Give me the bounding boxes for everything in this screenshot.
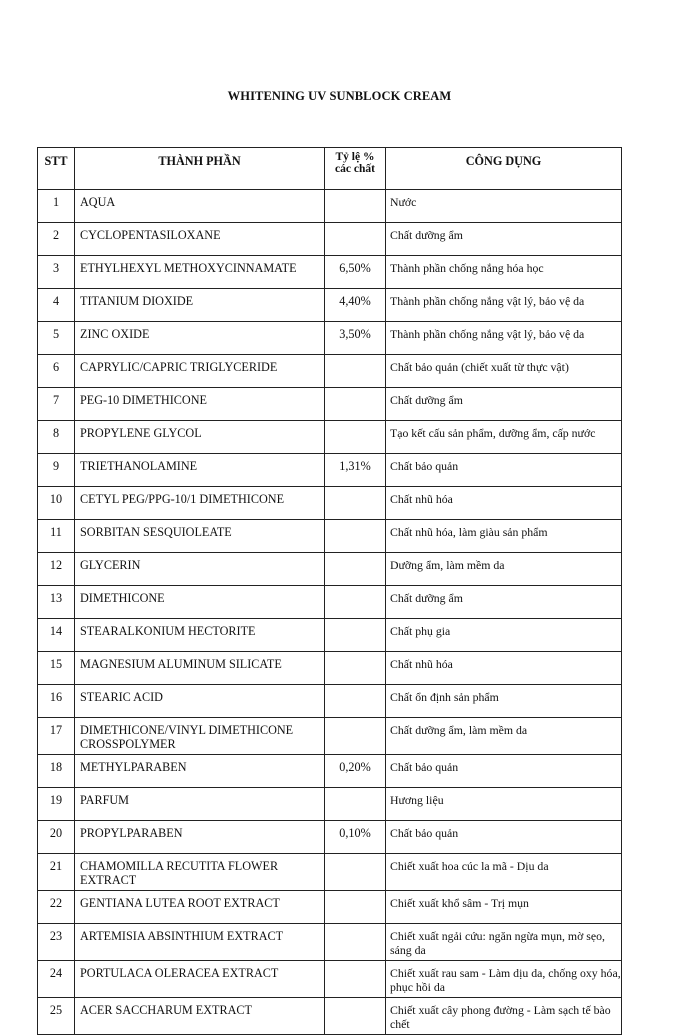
ingredient-ratio (325, 388, 386, 421)
table-row (38, 755, 622, 788)
table-row (38, 788, 622, 821)
ingredient-name: ARTEMISIA ABSINTHIUM EXTRACT (75, 924, 325, 961)
table-row (38, 619, 622, 652)
ingredient-name: TRIETHANOLAMINE (75, 454, 325, 487)
row-number: 4 (38, 289, 75, 322)
table-row (38, 718, 622, 755)
row-number: 16 (38, 685, 75, 718)
ingredient-ratio: 0,10% (325, 821, 386, 854)
table-row (38, 190, 622, 223)
ingredient-name: PEG-10 DIMETHICONE (75, 388, 325, 421)
ingredient-name: GENTIANA LUTEA ROOT EXTRACT (75, 891, 325, 924)
ingredient-name: DIMETHICONE/VINYL DIMETHICONE CROSSPOLYMER (75, 718, 325, 755)
ingredient-ratio: 3,50% (325, 322, 386, 355)
ingredient-ratio (325, 223, 386, 256)
table-row (38, 854, 622, 891)
table-row (38, 223, 622, 256)
row-number: 12 (38, 553, 75, 586)
ingredient-ratio (325, 190, 386, 223)
ingredient-name: STEARIC ACID (75, 685, 325, 718)
ingredient-use: Chất bảo quản (386, 821, 622, 854)
row-number: 5 (38, 322, 75, 355)
ingredient-name: DIMETHICONE (75, 586, 325, 619)
row-number: 9 (38, 454, 75, 487)
ingredient-use: Chiết xuất rau sam - Làm dịu da, chống oxy hóa, phục hồi da (386, 961, 622, 998)
ingredient-name: MAGNESIUM ALUMINUM SILICATE (75, 652, 325, 685)
ingredient-ratio (325, 718, 386, 755)
table-row (38, 924, 622, 961)
row-number: 22 (38, 891, 75, 924)
table-row (38, 520, 622, 553)
ingredient-name: CAPRYLIC/CAPRIC TRIGLYCERIDE (75, 355, 325, 388)
header-use: CÔNG DỤNG (386, 148, 622, 190)
ingredient-name: PARFUM (75, 788, 325, 821)
ingredient-name: STEARALKONIUM HECTORITE (75, 619, 325, 652)
row-number: 10 (38, 487, 75, 520)
table-row (38, 487, 622, 520)
row-number: 15 (38, 652, 75, 685)
ingredient-ratio (325, 619, 386, 652)
table-row (38, 961, 622, 998)
ingredient-use: Thành phần chống nắng vật lý, bảo vệ da (386, 322, 622, 355)
ingredient-ratio (325, 421, 386, 454)
ingredient-name: CETYL PEG/PPG-10/1 DIMETHICONE (75, 487, 325, 520)
header-ratio (325, 148, 386, 190)
ingredient-ratio: 1,31% (325, 454, 386, 487)
ingredient-use: Chất dưỡng ẩm (386, 388, 622, 421)
ingredient-use: Chiết xuất khổ sâm - Trị mụn (386, 891, 622, 924)
ingredient-ratio (325, 553, 386, 586)
ingredient-ratio: 4,40% (325, 289, 386, 322)
ingredients-table (37, 147, 622, 1035)
ingredient-name: GLYCERIN (75, 553, 325, 586)
ingredient-ratio (325, 487, 386, 520)
row-number: 3 (38, 256, 75, 289)
ingredient-use: Chất bảo quản (386, 755, 622, 788)
ingredient-ratio (325, 355, 386, 388)
row-number: 6 (38, 355, 75, 388)
ingredient-use: Chất bảo quản (chiết xuất từ thực vật) (386, 355, 622, 388)
ingredient-use: Dưỡng ẩm, làm mềm da (386, 553, 622, 586)
ingredient-name: PROPYLENE GLYCOL (75, 421, 325, 454)
ingredient-name: PORTULACA OLERACEA EXTRACT (75, 961, 325, 998)
table-header-row (38, 148, 622, 190)
ingredient-name: CHAMOMILLA RECUTITA FLOWER EXTRACT (75, 854, 325, 891)
ingredient-use: Chất phụ gia (386, 619, 622, 652)
ingredient-use: Chất ổn định sản phẩm (386, 685, 622, 718)
table-row (38, 322, 622, 355)
document-title: WHITENING UV SUNBLOCK CREAM (227, 89, 452, 103)
ingredient-name: CYCLOPENTASILOXANE (75, 223, 325, 256)
row-number: 14 (38, 619, 75, 652)
ingredient-ratio (325, 788, 386, 821)
ingredient-ratio (325, 854, 386, 891)
ingredient-name: PROPYLPARABEN (75, 821, 325, 854)
table-row (38, 685, 622, 718)
row-number: 23 (38, 924, 75, 961)
header-ratio-line1: Tỷ lệ % (335, 151, 375, 163)
ingredient-use: Hương liệu (386, 788, 622, 821)
ingredient-use: Chất dưỡng ẩm, làm mềm da (386, 718, 622, 755)
ingredient-use: Chất dưỡng ẩm (386, 586, 622, 619)
ingredient-use: Nước (386, 190, 622, 223)
ingredient-name: ZINC OXIDE (75, 322, 325, 355)
row-number: 17 (38, 718, 75, 755)
header-ingredient: THÀNH PHẦN (75, 148, 325, 190)
row-number: 2 (38, 223, 75, 256)
ingredient-use: Tạo kết cấu sản phẩm, dưỡng ẩm, cấp nước (386, 421, 622, 454)
table-row (38, 553, 622, 586)
table-row (38, 421, 622, 454)
row-number: 8 (38, 421, 75, 454)
table-row (38, 821, 622, 854)
table-row (38, 652, 622, 685)
ingredient-use: Thành phần chống nắng vật lý, bảo vệ da (386, 289, 622, 322)
row-number: 21 (38, 854, 75, 891)
row-number: 19 (38, 788, 75, 821)
row-number: 11 (38, 520, 75, 553)
ingredient-name: SORBITAN SESQUIOLEATE (75, 520, 325, 553)
ingredient-name: ACER SACCHARUM EXTRACT (75, 998, 325, 1035)
row-number: 7 (38, 388, 75, 421)
ingredient-ratio: 0,20% (325, 755, 386, 788)
ingredient-ratio (325, 685, 386, 718)
ingredient-use: Chất dưỡng ẩm (386, 223, 622, 256)
ingredient-ratio (325, 652, 386, 685)
ingredient-use: Chiết xuất ngải cứu: ngăn ngừa mụn, mờ sẹo, sáng da (386, 924, 622, 961)
ingredient-name: METHYLPARABEN (75, 755, 325, 788)
table-row (38, 454, 622, 487)
row-number: 20 (38, 821, 75, 854)
ingredient-ratio (325, 891, 386, 924)
ingredient-name: TITANIUM DIOXIDE (75, 289, 325, 322)
header-ratio-line2: các chất (335, 163, 375, 175)
ingredient-use: Chất nhũ hóa, làm giàu sản phẩm (386, 520, 622, 553)
ingredient-ratio (325, 998, 386, 1035)
table-row (38, 586, 622, 619)
row-number: 1 (38, 190, 75, 223)
ingredient-ratio (325, 961, 386, 998)
ingredient-use: Chất bảo quản (386, 454, 622, 487)
ingredient-ratio: 6,50% (325, 256, 386, 289)
ingredient-use: Chiết xuất cây phong đường - Làm sạch tế bào chết (386, 998, 622, 1035)
table-row (38, 998, 622, 1035)
ingredient-use: Chất nhũ hóa (386, 487, 622, 520)
row-number: 18 (38, 755, 75, 788)
table-row (38, 256, 622, 289)
ingredient-ratio (325, 520, 386, 553)
table-row (38, 388, 622, 421)
ingredient-use: Chiết xuất hoa cúc la mã - Dịu da (386, 854, 622, 891)
header-stt: STT (38, 148, 75, 190)
row-number: 13 (38, 586, 75, 619)
ingredient-ratio (325, 586, 386, 619)
table-row (38, 355, 622, 388)
ingredient-use: Thành phần chống nắng hóa học (386, 256, 622, 289)
ingredient-ratio (325, 924, 386, 961)
table-row (38, 891, 622, 924)
ingredient-name: AQUA (75, 190, 325, 223)
row-number: 25 (38, 998, 75, 1035)
ingredient-use: Chất nhũ hóa (386, 652, 622, 685)
table-row (38, 289, 622, 322)
row-number: 24 (38, 961, 75, 998)
ingredient-name: ETHYLHEXYL METHOXYCINNAMATE (75, 256, 325, 289)
